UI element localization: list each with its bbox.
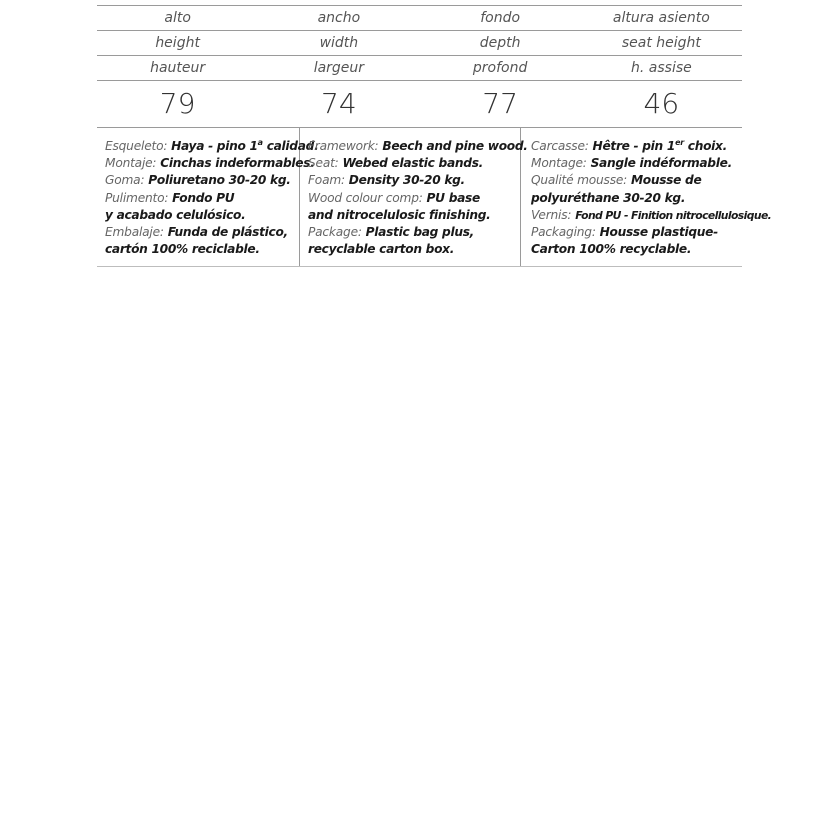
spec-line: recyclable carton box. <box>308 242 455 257</box>
label-altura-asiento: altura asiento <box>581 6 742 31</box>
spec-line: Vernis: Fond PU - Finition nitrocellulosique. <box>531 207 772 222</box>
spec-line: Framework: Beech and pine wood. <box>308 139 528 153</box>
label-width: width <box>258 31 419 56</box>
label-hauteur: hauteur <box>97 56 258 81</box>
specs-english <box>300 128 528 267</box>
label-profond: profond <box>420 56 581 81</box>
value-depth: 77 <box>420 81 581 128</box>
spec-line: cartón 100% reciclable. <box>105 242 260 257</box>
spec-line: Package: Plastic bag plus, <box>308 225 475 240</box>
spec-line: Embalaje: Funda de plástico, <box>105 225 288 240</box>
spec-line: Montaje: Cinchas indeformables. <box>105 156 315 171</box>
label-h-assise: h. assise <box>581 56 742 81</box>
spec-line: Foam: Density 30-20 kg. <box>308 173 465 188</box>
spec-line: Goma: Poliuretano 30-20 kg. <box>105 173 291 188</box>
spec-line: Pulimento: Fondo PU <box>105 190 235 205</box>
spec-line: Esqueleto: Haya - pino 1$^a$ calidad. <box>105 137 319 153</box>
label-ancho: ancho <box>258 6 419 31</box>
dimensions-table <box>97 5 742 128</box>
spec-line: Carton 100% recyclable. <box>531 242 692 257</box>
specs-spanish <box>97 128 319 267</box>
label-alto: alto <box>97 6 258 31</box>
spec-line: Qualité mousse: Mousse de <box>531 173 702 188</box>
product-spec-sheet <box>97 5 772 267</box>
label-largeur: largeur <box>258 56 419 81</box>
label-depth: depth <box>420 31 581 56</box>
spec-line: Wood colour comp: PU base <box>308 190 480 205</box>
dimension-labels-es <box>97 6 742 31</box>
dimension-labels-en <box>97 31 742 56</box>
dimension-labels-fr <box>97 56 742 81</box>
spec-line: polyuréthane 30-20 kg. <box>531 190 686 205</box>
label-seat-height: seat height <box>581 31 742 56</box>
spec-line: Carcasse: Hêtre - pin 1er choix. <box>531 137 727 153</box>
spec-line: Montage: Sangle indéformable. <box>531 156 732 171</box>
value-seat-height: 46 <box>581 81 742 128</box>
label-height: height <box>97 31 258 56</box>
spec-line: y acabado celulósico. <box>105 207 246 222</box>
specs-french <box>521 128 772 267</box>
label-fondo: fondo <box>420 6 581 31</box>
dimension-values <box>97 81 742 128</box>
spec-line: and nitrocelulosic finishing. <box>308 207 491 222</box>
value-height: 79 <box>97 81 258 128</box>
value-width: 74 <box>258 81 419 128</box>
specifications-table <box>97 128 772 267</box>
spec-line: Packaging: Housse plastique- <box>531 225 718 240</box>
spec-line: Seat: Webed elastic bands. <box>308 156 483 171</box>
